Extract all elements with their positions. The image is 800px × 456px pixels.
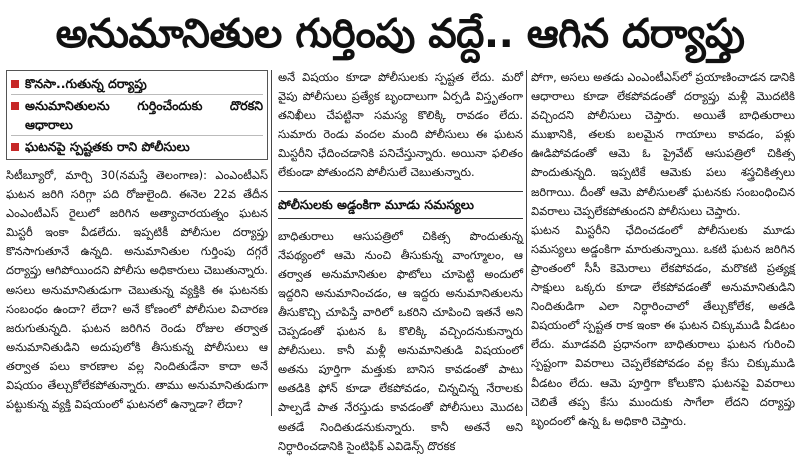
bullet-square-icon — [11, 143, 19, 151]
highlight-text: కొనసా..గుతున్న దర్యాప్తు — [25, 76, 147, 91]
column-1 — [6, 68, 268, 420]
highlight-item — [11, 135, 263, 157]
bullet-square-icon — [11, 102, 19, 110]
highlight-item — [11, 94, 263, 135]
highlight-item — [11, 73, 263, 94]
bullet-square-icon — [11, 80, 19, 88]
body-paragraph: అనే విషయం కూడా పోలీసులకు స్పష్టత లేదు. మరో వైపు పోలీసులు ప్రత్యేక బృందాలుగా ఏర్పడి విస్తృతంగా తనిఖీలు చేపట్టినా సమస్య కొలిక్కి రావడం లేదు. సుమారు రెండు వందల మంది పోలీసులు ఈ ఘటన మిస్టరీని ఛేదించడానికి పనిచేస్తున్నారు. అయినా ఫలితం లేకుండా పోతుందని పోలీసులే చెబుతున్నారు. — [278, 70, 523, 180]
highlight-text: అనుమానితులను గుర్తించేందుకు దొరకని ఆధారాలు — [25, 98, 263, 132]
body-paragraph: పోగా, అసలు అతడు ఎంఎంటీఎస్‌లో ప్రయాణించాడన డానికి ఆధారాలు కూడా లేకపోవడంతో దర్యాప్తు మళ్లీ మొదటికి వచ్చిందని పోలీసులు చెప్తారు. అయితే బాధితురాలు ముఖానికి, తలకు బలమైన గాయాలు కావడం, పళ్లు ఊడిపోవడంతో ఆమె ఓ ప్రైవేట్ ఆసుపత్రిలో చికిత్స పొందుతున్నది. ఇప్పటికే ఆమెకు పలు శస్త్రచికిత్సలు జరిగాయి. దీంతో ఆమె పోలీసులతో ఘటనకు సంబంధించిన వివరాలు చెప్పలేకపోతుందని పోలీసులు చెప్తారు. — [531, 70, 795, 218]
column-2 — [278, 68, 523, 453]
highlights-box — [6, 70, 268, 160]
body-paragraph: బాధితురాలు ఆసుపత్రిలో చికిత్స పొందుతున్న నేపథ్యంలో ఆమె నుంచి తీసుకున్న వాంగ్మూలం, ఆ తర్వాత అనుమానితుల ఫొటోలు చూపెట్టి అందులో ఇద్దరిని అనుమానించడం, ఆ ఇద్దరు అనుమానితులను తీసుకొచ్చి చూపిస్తే వారిలో ఒకరిని చూపించి ఇతనే అని చెప్పడంతో ఘటన ఓ కొలిక్కి వచ్చిందనుకున్నారు పోలీసులు. కానీ మళ్లీ అనుమానితుడి విషయంలో అతను పూర్తిగా మత్తుకు బానిస కావడంతో పాటు అతడికి ఫోన్ కూడా లేకపోవడం, చిన్నచిన్న నేరాలకు పాల్పడే పాత నేరస్తుడు కావడంతో పోలీసులు మొదట అతడే నిందితుడనుకున్నారు. కానీ అతనే అని నిర్ధారించడానికి సైంటిఫిక్ ఎవిడెన్స్ దొరకక — [278, 228, 523, 453]
highlight-text: ఘటనపై స్పష్టతకు రాని పోలీసులు — [25, 139, 190, 154]
column-divider-left — [271, 70, 272, 416]
body-paragraph: ఘటన మిస్టరీని ఛేదించడంలో పోలీసులకు మూడు సమస్యలు అడ్డంకిగా మారుతున్నాయి. ఒకటి ఘటన జరిగిన ప్రాంతంలో సీసీ కెమెరాలు లేకపోవడం, మరొకటి ప్రత్యక్ష సాక్షులు ఒక్కరు కూడా లేకపోవడంతో అనుమానితుడిని నిందితుడిగా ఎలా నిర్ధారించాలో తేల్చుకోలేక, అతడి విషయంలో స్పష్టత రాక ఇంకా ఈ ఘటన చిక్కుముడి వీడటం లేదు. మూడవది ప్రధానంగా బాధితురాలు ఘటన గురించి స్పష్టంగా వివరాలు చెప్పలేకపోవడం వల్ల కేసు చిక్కుముడి వీడటం లేదు. ఆమె పూర్తిగా కోలుకొని ఘటనపై వివరాలు చెబితే తప్ప కేసు ముందుకు సాగేలా లేదని దర్యాప్తు బృందంలో ఉన్న ఓ అధికారి చెప్తారు. — [531, 222, 795, 428]
column-3 — [531, 68, 795, 428]
headline: అనుమానితుల గుర్తింపు వద్దే.. ఆగిన దర్యాప్తు — [55, 11, 745, 57]
column-divider-right — [526, 70, 527, 416]
subheading: పోలీసులకు అడ్డంకిగా మూడు సమస్యలు — [278, 191, 523, 219]
body-paragraph: సిటీబ్యూరో, మార్చి 30(నమస్తే తెలంగాణ): ఎంఎంటీఎస్ ఘటన జరిగి సరిగ్గా పది రోజులైంది. ఈనెల 22వ తేదీన ఎంఎంటీఎస్ రైలులో జరిగిన అత్యాచారయత్నం ఘటన మిస్టరీ ఇంకా వీడలేదు. ఇప్పటికీ పోలీసుల దర్యాప్తు కొనసాగుతూనే ఉన్నది. అనుమానితుల గుర్తింపు దగ్గరే దర్యాప్తు ఆగిపోయిందని పోలీసు అధికారులు చెబుతున్నారు. అసలు అనుమానితుడుగా చెబుతున్న వ్యక్తికి ఈ ఘటనకు సంబంధం ఉందా? లేదా? అనే కోణంలో పోలీసుల విచారణ జరుగుతున్నది. ఘటన జరిగిన రెండు రోజుల తర్వాత అనుమానితుడిని అదుపులోకి తీసుకున్న పోలీసులు ఆ తర్వాత పలు కారణాల వల్ల నిందితుడేనా కాదా అనే విషయం తేల్చుకోలేకపోతున్నారు. తాము అనుమానితుడుగా పట్టుకున్న వ్యక్తి విషయంలో ఘటనలో ఉన్నాడా? లేదా? — [6, 168, 268, 412]
